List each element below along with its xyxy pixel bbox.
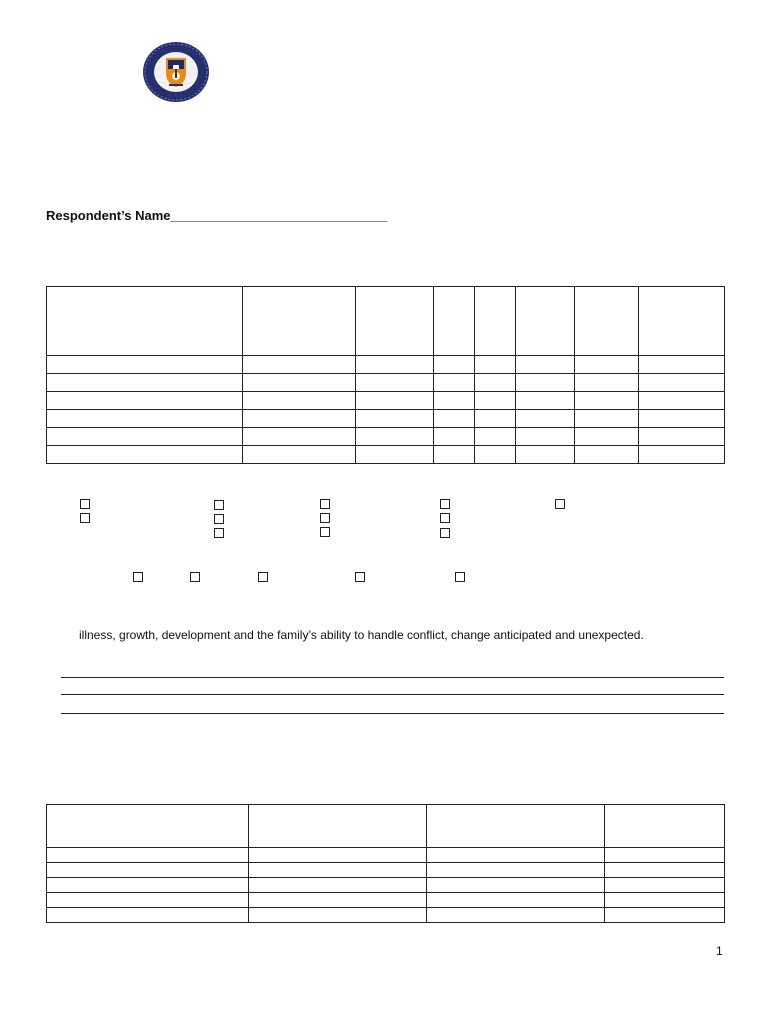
checkbox[interactable] xyxy=(80,499,90,509)
checkbox[interactable] xyxy=(455,572,465,582)
university-seal-logo xyxy=(142,41,210,103)
family-coping-text: illness, growth, development and the family’s ability to handle conflict, change anticipated and unexpected. xyxy=(79,628,644,642)
table-row[interactable] xyxy=(47,848,725,863)
checkbox[interactable] xyxy=(258,572,268,582)
checkbox[interactable] xyxy=(133,572,143,582)
table-row[interactable] xyxy=(47,356,725,374)
family-members-table xyxy=(46,286,725,464)
table-header-row xyxy=(47,805,725,848)
respondent-name-label: Respondent’s Name xyxy=(46,208,171,223)
checkbox[interactable] xyxy=(320,527,330,537)
respondent-name-blank: ______________________________ xyxy=(170,208,388,223)
checkbox[interactable] xyxy=(555,499,565,509)
answer-line[interactable] xyxy=(61,713,724,714)
checkbox[interactable] xyxy=(214,528,224,538)
checkbox[interactable] xyxy=(190,572,200,582)
checkbox[interactable] xyxy=(355,572,365,582)
checkbox[interactable] xyxy=(214,514,224,524)
table-row[interactable] xyxy=(47,893,725,908)
checkbox[interactable] xyxy=(80,513,90,523)
answer-line[interactable] xyxy=(61,677,724,678)
table-row[interactable] xyxy=(47,374,725,392)
answer-line[interactable] xyxy=(61,694,724,695)
checkbox[interactable] xyxy=(440,528,450,538)
table-header-row xyxy=(47,287,725,356)
secondary-table xyxy=(46,804,725,923)
checkbox[interactable] xyxy=(440,499,450,509)
table-row[interactable] xyxy=(47,908,725,923)
page-number: 1 xyxy=(716,944,723,958)
checkbox[interactable] xyxy=(440,513,450,523)
respondent-name-field[interactable] xyxy=(46,208,387,223)
checkbox[interactable] xyxy=(320,513,330,523)
table-row[interactable] xyxy=(47,410,725,428)
table-row[interactable] xyxy=(47,392,725,410)
table-row[interactable] xyxy=(47,428,725,446)
table-row[interactable] xyxy=(47,878,725,893)
table-row[interactable] xyxy=(47,863,725,878)
checkbox[interactable] xyxy=(214,500,224,510)
table-row[interactable] xyxy=(47,446,725,464)
checkbox[interactable] xyxy=(320,499,330,509)
